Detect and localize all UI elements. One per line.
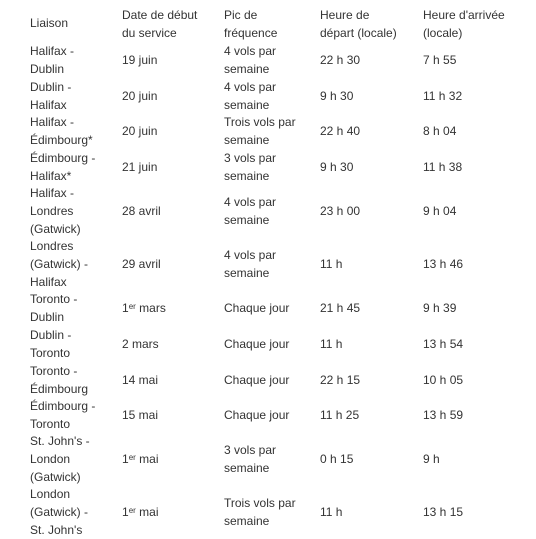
table-row-departure: 22 h 30 bbox=[320, 53, 361, 67]
table-row-date: 28 avril bbox=[122, 204, 161, 218]
table-row-frequency: 4 vols par semaine bbox=[224, 80, 277, 112]
table-row-departure: 9 h 30 bbox=[320, 89, 354, 103]
table-row-frequency: 3 vols par semaine bbox=[224, 443, 277, 475]
table-row-route: St. John's - London (Gatwick) bbox=[30, 434, 90, 484]
table-row-frequency: Chaque jour bbox=[224, 373, 290, 387]
table-row-arrival: 8 h 04 bbox=[423, 124, 457, 138]
table-row-route: Dublin - Toronto bbox=[30, 328, 72, 360]
table-row-route: Édimbourg - Halifax* bbox=[30, 151, 96, 183]
table-row-route: Halifax - Dublin bbox=[30, 44, 75, 76]
table-row-frequency: 4 vols par semaine bbox=[224, 195, 277, 227]
table-row-frequency: Chaque jour bbox=[224, 337, 290, 351]
table-row-frequency: Trois vols par semaine bbox=[224, 115, 296, 147]
header-peak-frequency: Pic de fréquence bbox=[224, 8, 278, 40]
table-row-arrival: 7 h 55 bbox=[423, 53, 457, 67]
header-departure-time: Heure de départ (locale) bbox=[320, 8, 397, 40]
table-row-frequency: Chaque jour bbox=[224, 301, 290, 315]
table-row-route: Dublin - Halifax bbox=[30, 80, 72, 112]
table-row-departure: 23 h 00 bbox=[320, 204, 361, 218]
header-route: Liaison bbox=[30, 16, 69, 30]
table-row-arrival: 13 h 59 bbox=[423, 408, 464, 422]
table-row-departure: 22 h 15 bbox=[320, 373, 361, 387]
table-row-route: Toronto - Édimbourg bbox=[30, 364, 89, 396]
table-row-arrival: 13 h 15 bbox=[423, 505, 464, 519]
table-row-arrival: 11 h 38 bbox=[423, 160, 463, 174]
table-row-arrival: 9 h 39 bbox=[423, 301, 457, 315]
table-row-frequency: 4 vols par semaine bbox=[224, 44, 277, 76]
table-row-departure: 11 h bbox=[320, 337, 343, 351]
table-row-route: Toronto - Dublin bbox=[30, 292, 78, 324]
table-row-frequency: 3 vols par semaine bbox=[224, 151, 277, 183]
table-row-departure: 11 h bbox=[320, 257, 343, 271]
table-row-date: 2 mars bbox=[122, 337, 159, 351]
table-row-date: 20 juin bbox=[122, 124, 158, 138]
table-row-departure: 11 h 25 bbox=[320, 408, 360, 422]
table-row-route: Édimbourg - Toronto bbox=[30, 399, 96, 431]
table-row-date: 19 juin bbox=[122, 53, 158, 67]
table-row-route: Halifax - Édimbourg* bbox=[30, 115, 93, 147]
table-row-arrival: 9 h 04 bbox=[423, 204, 457, 218]
table-row-arrival: 11 h 32 bbox=[423, 89, 463, 103]
table-row-arrival: 9 h bbox=[423, 452, 440, 466]
table-row-frequency: Trois vols par semaine bbox=[224, 496, 296, 528]
header-start-date: Date de début du service bbox=[122, 8, 198, 40]
table-row-arrival: 13 h 54 bbox=[423, 337, 464, 351]
table-row-departure: 0 h 15 bbox=[320, 452, 354, 466]
table-row-arrival: 10 h 05 bbox=[423, 373, 464, 387]
table-row-frequency: 4 vols par semaine bbox=[224, 248, 277, 280]
table-row-departure: 9 h 30 bbox=[320, 160, 354, 174]
table-row-route: Halifax - Londres (Gatwick) bbox=[30, 186, 81, 236]
table-row-route: London (Gatwick) - St. John's bbox=[30, 487, 88, 537]
table-row-date: 1er mars bbox=[122, 301, 166, 315]
header-arrival-time: Heure d'arrivée (locale) bbox=[423, 8, 505, 40]
table-row-route: Londres (Gatwick) - Halifax bbox=[30, 239, 88, 289]
table-row-date: 20 juin bbox=[122, 89, 158, 103]
table-row-departure: 21 h 45 bbox=[320, 301, 361, 315]
table-row-date: 1er mai bbox=[122, 452, 159, 466]
table-row-date: 1er mai bbox=[122, 505, 159, 519]
table-row-date: 29 avril bbox=[122, 257, 161, 271]
table-row-date: 14 mai bbox=[122, 373, 159, 387]
table-row-departure: 11 h bbox=[320, 505, 343, 519]
table-row-departure: 22 h 40 bbox=[320, 124, 361, 138]
table-row-date: 15 mai bbox=[122, 408, 159, 422]
table-row-arrival: 13 h 46 bbox=[423, 257, 464, 271]
table-row-date: 21 juin bbox=[122, 160, 158, 174]
table-row-frequency: Chaque jour bbox=[224, 408, 290, 422]
